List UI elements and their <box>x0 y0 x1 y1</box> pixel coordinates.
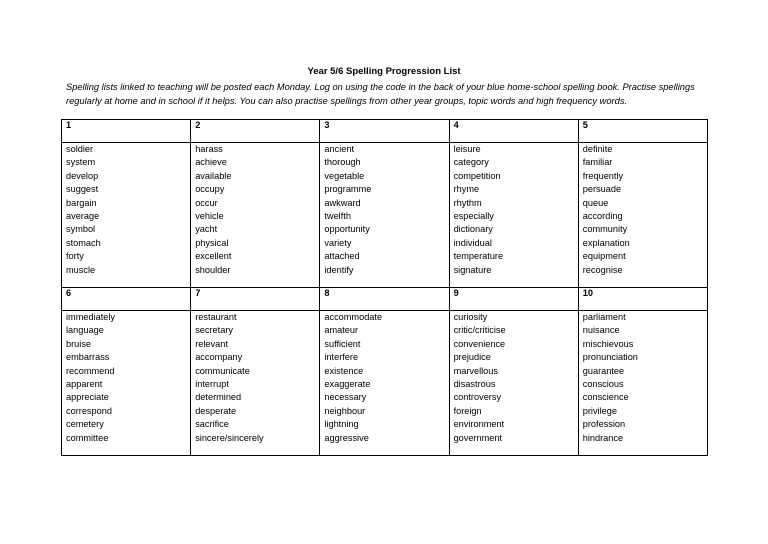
spelling-word: recognise <box>582 264 623 275</box>
spelling-word: shoulder <box>195 264 231 275</box>
spelling-word: sacrifice <box>195 419 229 430</box>
spelling-word: occur <box>195 197 218 208</box>
group-number-row <box>62 120 708 143</box>
spelling-word: prejudice <box>453 352 491 363</box>
group-number: 8 <box>320 288 449 311</box>
group-number: 3 <box>320 120 449 143</box>
spelling-word: restaurant <box>195 312 237 322</box>
spelling-word: rhythm <box>453 197 482 208</box>
spelling-word: excellent <box>195 251 232 262</box>
spelling-word: persuade <box>582 184 622 195</box>
group-word-list <box>578 311 707 456</box>
spelling-word: privilege <box>582 405 617 416</box>
spelling-word: variety <box>324 237 352 248</box>
group-number: 1 <box>62 120 191 143</box>
spelling-word: government <box>453 432 503 443</box>
spelling-word: bruise <box>66 338 92 349</box>
spelling-word: sincere/sincerely <box>195 432 264 443</box>
spelling-word: apparent <box>66 379 103 390</box>
spelling-word: available <box>195 170 232 181</box>
spelling-word: develop <box>66 170 99 181</box>
spelling-word: communicate <box>195 365 250 376</box>
spelling-word: cemetery <box>66 419 104 430</box>
spelling-word: symbol <box>66 224 96 235</box>
spelling-word: harass <box>195 144 223 154</box>
spelling-word: appreciate <box>66 392 109 403</box>
spelling-word: equipment <box>582 251 626 262</box>
spelling-word: interfere <box>324 352 359 363</box>
spelling-word: yacht <box>195 224 218 235</box>
spelling-word: ancient <box>324 144 355 154</box>
group-number: 6 <box>62 288 191 311</box>
group-word-list <box>320 311 449 456</box>
spelling-word: neighbour <box>324 405 366 416</box>
spelling-word: secretary <box>195 325 233 336</box>
group-word-list <box>320 143 449 288</box>
spelling-word: immediately <box>66 312 116 322</box>
spelling-word: interrupt <box>195 379 229 390</box>
spelling-word: controversy <box>453 392 502 403</box>
spelling-word: awkward <box>324 197 361 208</box>
spelling-table <box>61 119 708 456</box>
spelling-word: identify <box>324 264 354 275</box>
spelling-word: explanation <box>582 237 630 248</box>
group-number: 2 <box>191 120 320 143</box>
spelling-word: committee <box>66 432 109 443</box>
spelling-word: environment <box>453 419 505 430</box>
spelling-word: programme <box>324 184 372 195</box>
spelling-word: soldier <box>66 144 94 154</box>
group-words-row <box>62 311 708 456</box>
spelling-word: foreign <box>453 405 482 416</box>
spelling-word: community <box>582 224 628 235</box>
spelling-word: physical <box>195 237 229 248</box>
spelling-word: temperature <box>453 251 504 262</box>
spelling-word: stomach <box>66 237 101 248</box>
spelling-word: attached <box>324 251 360 262</box>
spelling-word: correspond <box>66 405 112 416</box>
spelling-word: muscle <box>66 264 96 275</box>
spelling-word: accommodate <box>324 312 383 322</box>
spelling-word: profession <box>582 419 626 430</box>
group-number: 10 <box>578 288 707 311</box>
group-word-list <box>62 143 191 288</box>
spelling-word: convenience <box>453 338 506 349</box>
spelling-word: frequently <box>582 170 624 181</box>
spelling-word: sufficient <box>324 338 361 349</box>
spelling-word: accompany <box>195 352 243 363</box>
group-number: 9 <box>449 288 578 311</box>
spelling-word: amateur <box>324 325 359 336</box>
spelling-word: vehicle <box>195 211 224 222</box>
spelling-word: necessary <box>324 392 367 403</box>
spelling-word: nuisance <box>582 325 620 336</box>
spelling-word: leisure <box>453 144 481 154</box>
spelling-word: individual <box>453 237 492 248</box>
spelling-word: pronunciation <box>582 352 638 363</box>
spelling-word: conscious <box>582 379 624 390</box>
spelling-word: aggressive <box>324 432 369 443</box>
spelling-word: conscience <box>582 392 629 403</box>
group-word-list <box>449 143 578 288</box>
group-number-row <box>62 288 708 311</box>
group-word-list <box>578 143 707 288</box>
spelling-word: dictionary <box>453 224 493 235</box>
group-number: 7 <box>191 288 320 311</box>
spelling-word: according <box>582 211 623 222</box>
intro-paragraph: Spelling lists linked to teaching will be posted each Monday. Log on using the code in the back of your blue home-school spelling book. Practise spellings regularly at home and in school if it helps. You can also practise spellings from other year groups, topic words and high frequency words. <box>66 82 695 106</box>
spelling-word: thorough <box>324 157 361 168</box>
spelling-word: twelfth <box>324 211 351 222</box>
spelling-word: suggest <box>66 184 99 195</box>
spelling-word: forty <box>66 251 84 262</box>
spelling-word: queue <box>582 197 609 208</box>
spelling-word: existence <box>324 365 364 376</box>
spelling-word: curiosity <box>453 312 488 322</box>
spelling-word: lightning <box>324 419 359 430</box>
spelling-word: competition <box>453 170 501 181</box>
group-word-list <box>191 143 320 288</box>
group-word-list <box>62 311 191 456</box>
spelling-word: determined <box>195 392 242 403</box>
spelling-word: relevant <box>195 338 228 349</box>
spelling-word: achieve <box>195 157 227 168</box>
spelling-word: desperate <box>195 405 237 416</box>
spelling-word: definite <box>582 144 613 154</box>
spelling-word: signature <box>453 264 492 275</box>
page-title: Year 5/6 Spelling Progression List <box>307 66 461 77</box>
spelling-word: bargain <box>66 197 97 208</box>
spelling-word: occupy <box>195 184 225 195</box>
spelling-word: guarantee <box>582 365 625 376</box>
spelling-word: hindrance <box>582 432 624 443</box>
spelling-word: marvellous <box>453 365 498 376</box>
spelling-word: critic/criticise <box>453 325 506 336</box>
spelling-word: parliament <box>582 312 626 322</box>
spelling-word: system <box>66 157 96 168</box>
group-word-list <box>191 311 320 456</box>
spelling-word: rhyme <box>453 184 480 195</box>
spelling-word: opportunity <box>324 224 370 235</box>
spelling-word: mischievous <box>582 338 634 349</box>
spelling-word: category <box>453 157 489 168</box>
spelling-word: vegetable <box>324 170 365 181</box>
spelling-word: recommend <box>66 365 115 376</box>
spelling-word: disastrous <box>453 379 496 390</box>
spelling-word: especially <box>453 211 494 222</box>
group-number: 4 <box>449 120 578 143</box>
spelling-word: embarrass <box>66 352 110 363</box>
group-number: 5 <box>578 120 707 143</box>
spelling-word: language <box>66 325 104 336</box>
group-words-row <box>62 143 708 288</box>
spelling-word: familiar <box>582 157 613 168</box>
spelling-word: average <box>66 211 100 222</box>
group-word-list <box>449 311 578 456</box>
spelling-word: exaggerate <box>324 379 371 390</box>
